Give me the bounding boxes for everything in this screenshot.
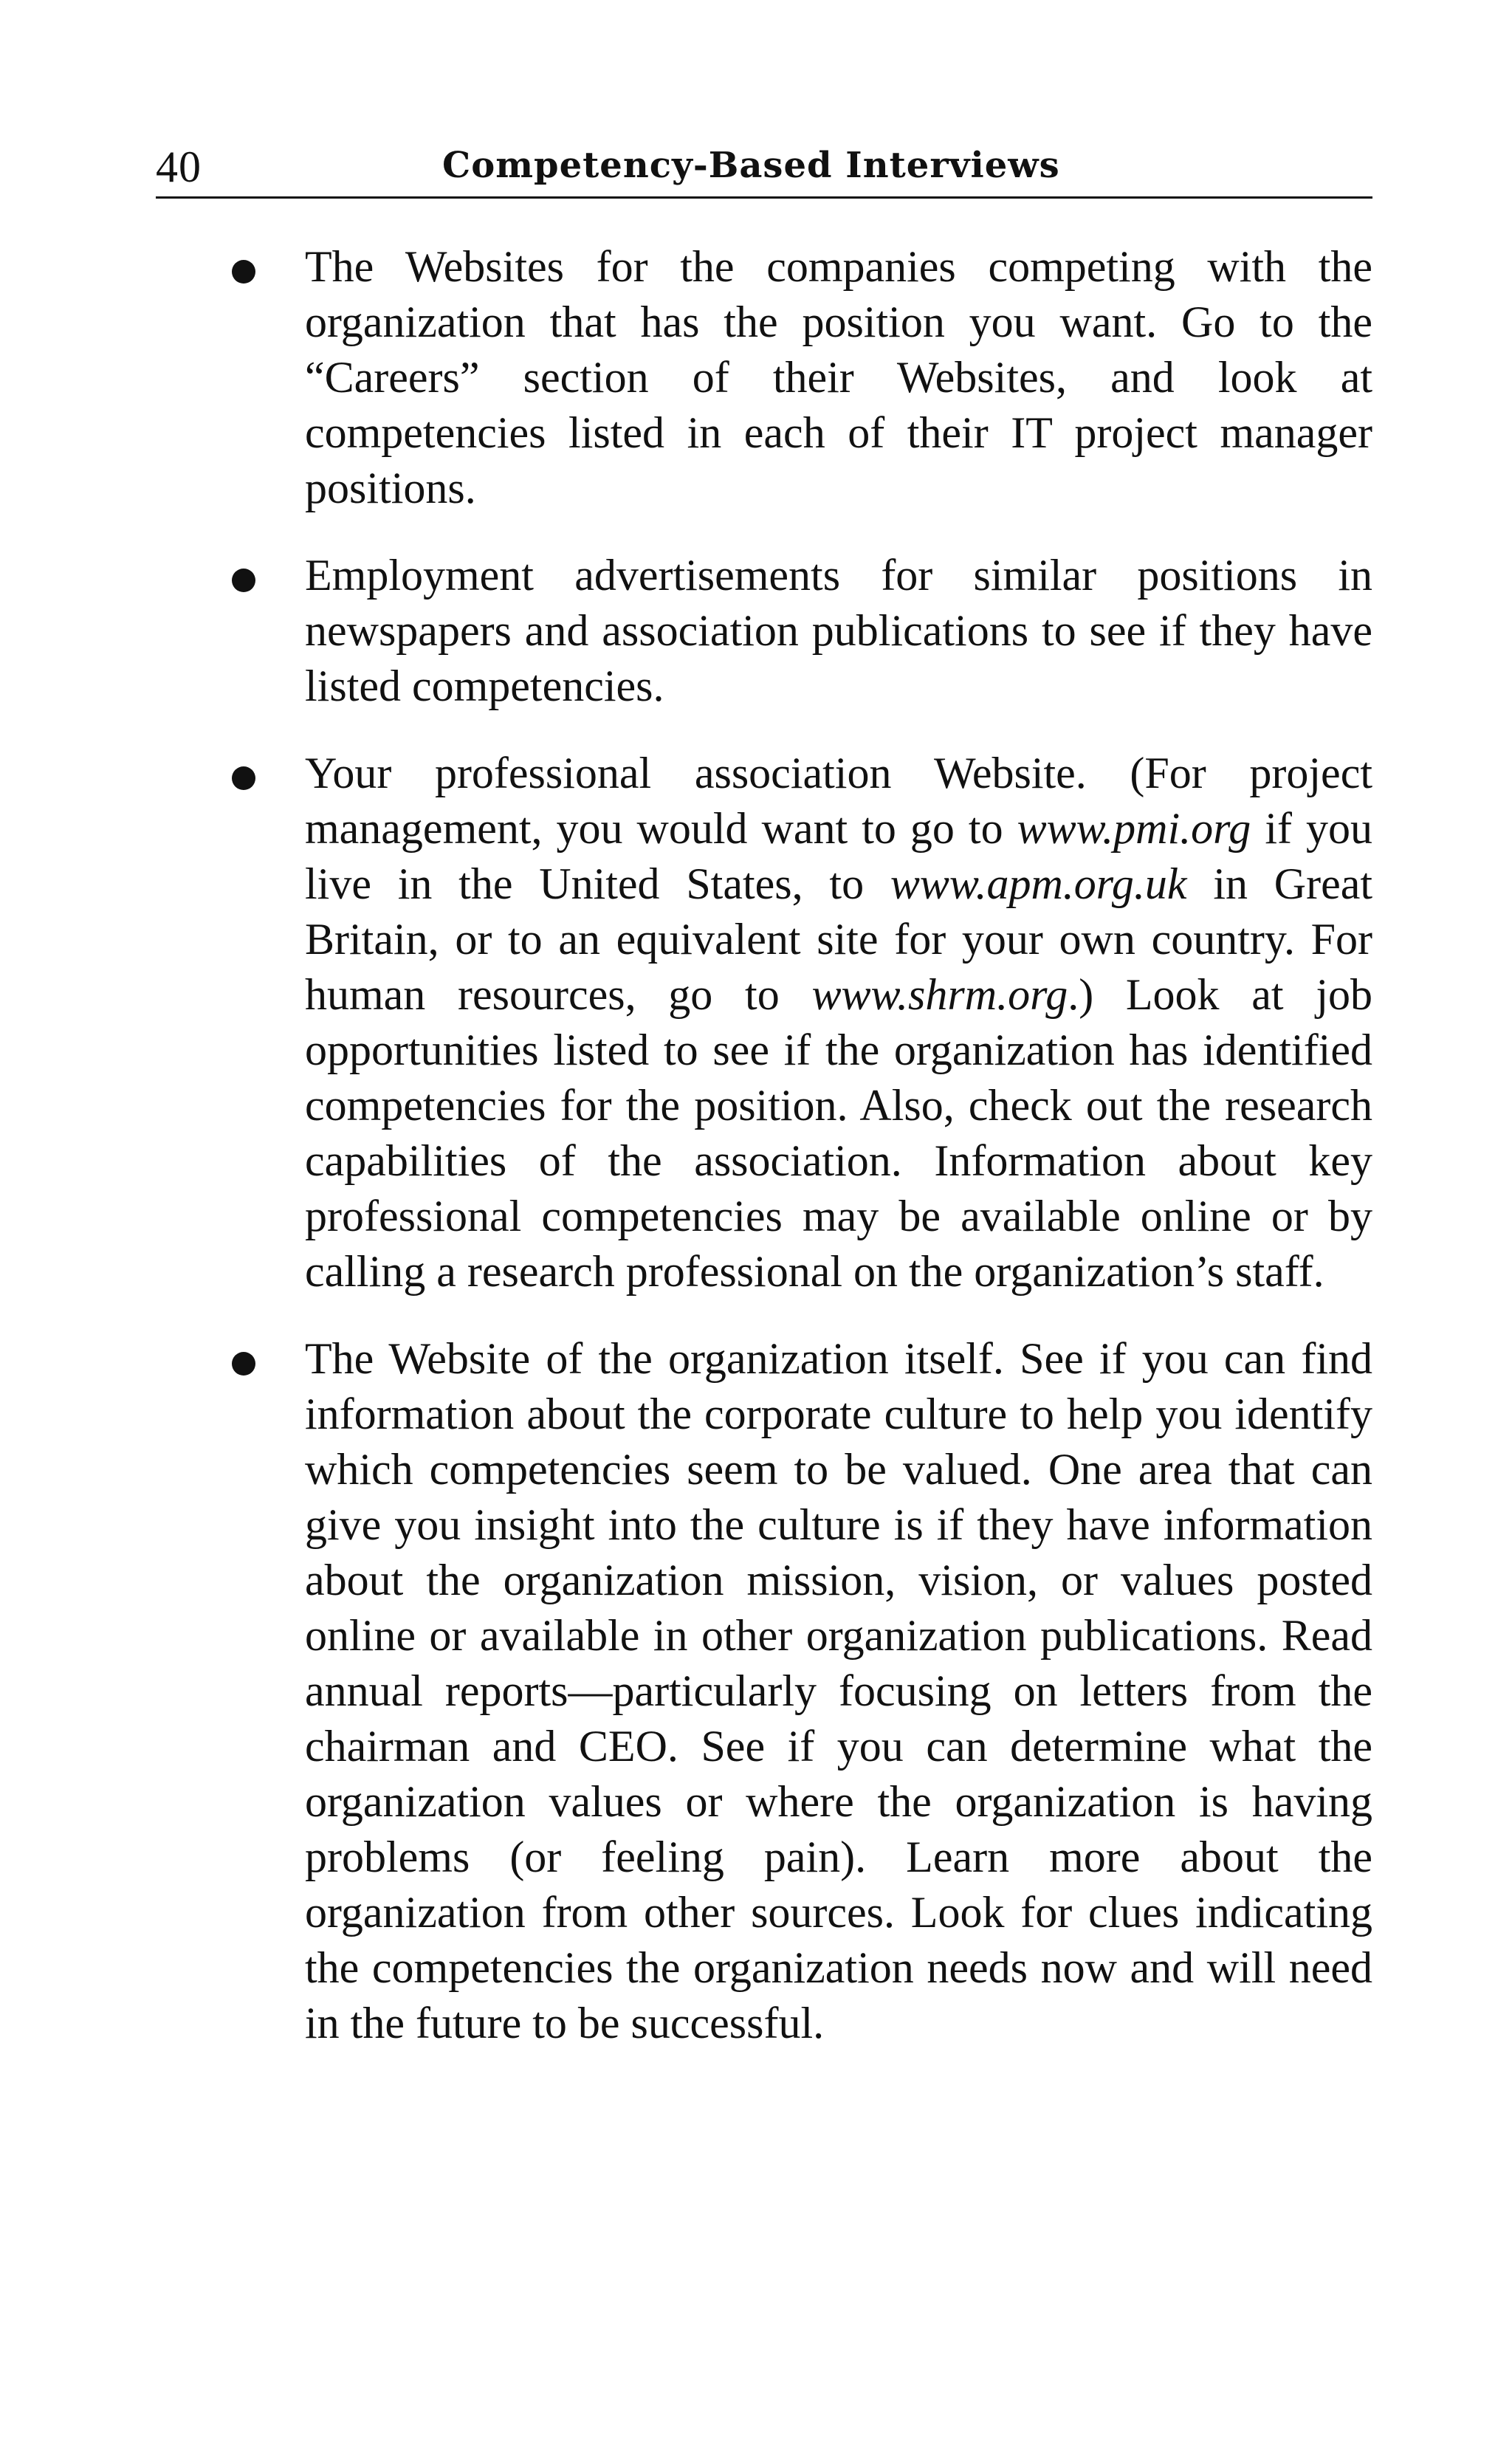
apm-url: www.apm.org.uk — [890, 859, 1187, 908]
bullet-text-segment: Your professional association Website. (For project management, you would want to go to — [305, 749, 1372, 853]
bullet-text-segment: in Great Britain, or to an equivalent site for your own country. For human resources, go to — [305, 859, 1372, 1019]
bullet-icon — [232, 260, 255, 284]
shrm-url: www.shrm.org — [811, 970, 1068, 1019]
bullet-icon — [232, 1352, 255, 1376]
list-item-organization-website — [156, 1331, 1372, 2051]
bullet-icon — [232, 569, 255, 592]
bullet-text-segment: if you live in the United States, to — [305, 804, 1372, 908]
bullet-text: The Websites for the companies competing with the organization that has the position you want. Go to the “Careers” section of their Websites, and look at competencies listed in each of their IT project manager positions. — [305, 242, 1372, 512]
list-item-professional-association — [156, 746, 1372, 1299]
bullet-text-segment: .) Look at job opportunities listed to see if the organization has identified competencies for the position. Also, check out the research capabilities of the association. Information about key professional competencies may be available online or by calling a research professional on the organization’s staff. — [305, 970, 1372, 1296]
list-item-employment-advertisements — [156, 548, 1372, 714]
bullet-icon — [232, 766, 255, 790]
page-number: 40 — [156, 142, 202, 191]
running-head-title: Competency-Based Interviews — [442, 145, 1060, 186]
running-head — [156, 140, 1372, 199]
bullet-list — [156, 239, 1372, 2051]
bullet-text — [305, 746, 1372, 1299]
page-body — [156, 239, 1372, 2051]
pmi-url: www.pmi.org — [1017, 804, 1251, 853]
list-item-competitor-websites — [156, 239, 1372, 516]
bullet-text: Employment advertisements for similar positions in newspapers and association publications to see if they have listed competencies. — [305, 551, 1372, 710]
bullet-text: The Website of the organization itself. See if you can find information about the corporate culture to help you identify which competencies seem to be valued. One area that can give you insight into the culture is if they have information about the organization mission, vision, or values posted online or available in other organization publications. Read annual reports—particularly focusing on letters from the chairman and CEO. See if you can determine what the organization values or where the organization is having problems (or feeling pain). Learn more about the organization from other sources. Look for clues indicating the competencies the organization needs now and will need in the future to be successful. — [305, 1334, 1372, 2047]
